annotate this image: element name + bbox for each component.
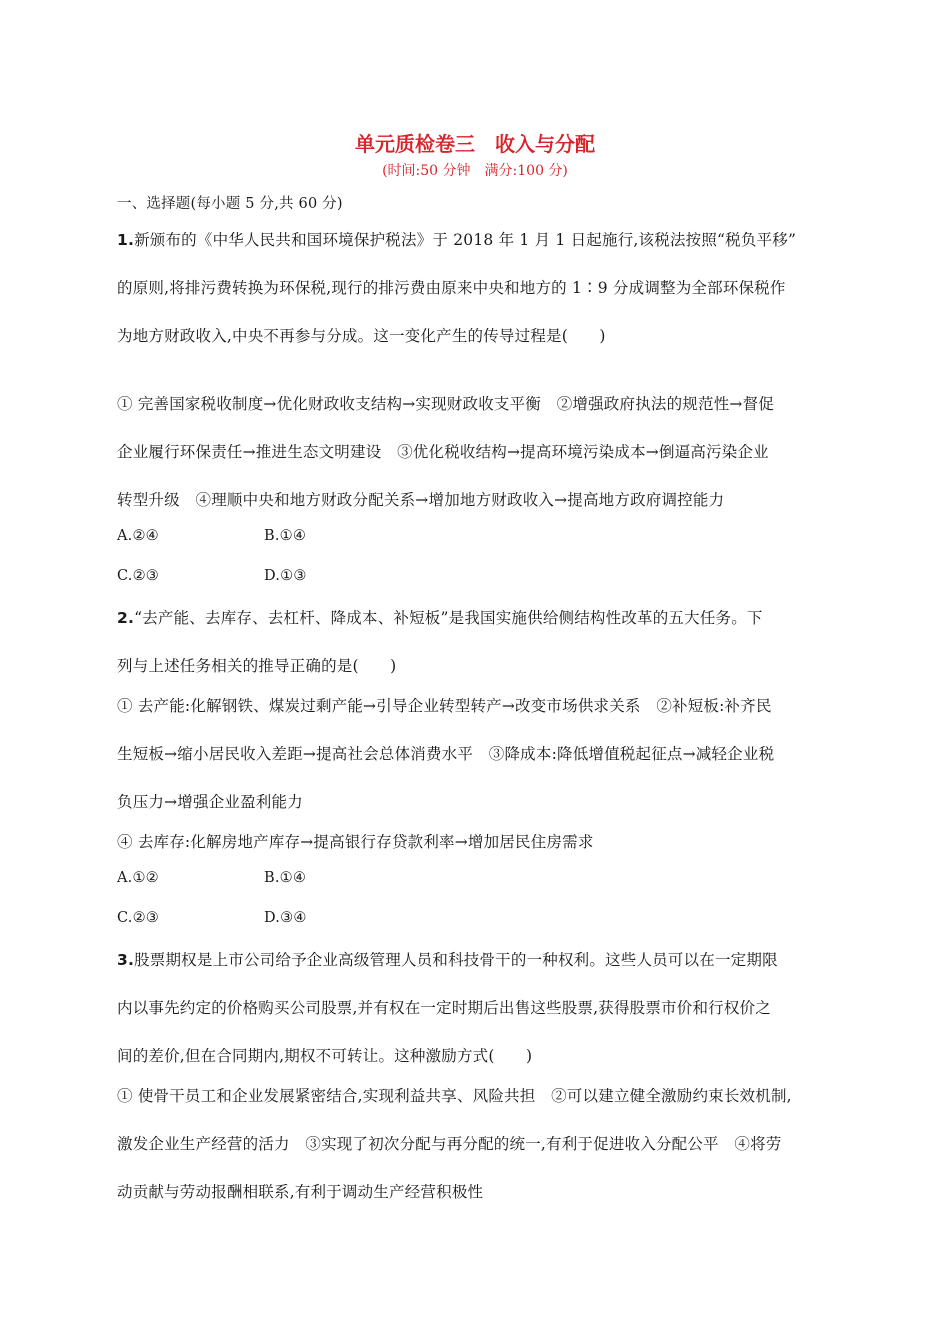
question-2-line-2: 列与上述任务相关的推导正确的是( ): [117, 657, 397, 675]
question-3-statement-line-3: 动贡献与劳动报酬相联系,有利于调动生产经营积极性: [117, 1183, 484, 1201]
question-2-option-a[interactable]: A.①②: [117, 870, 159, 886]
section-heading: 一、选择题(每小题 5 分,共 60 分): [117, 196, 343, 212]
question-2-option-d[interactable]: D.③④: [264, 910, 307, 926]
question-1-option-d[interactable]: D.①③: [264, 568, 307, 584]
question-2-statement-line-4: ④ 去库存:化解房地产库存→提高银行存贷款利率→增加居民住房需求: [117, 833, 594, 851]
question-2-option-b[interactable]: B.①④: [264, 870, 307, 886]
question-3-line-1: 3.股票期权是上市公司给予企业高级管理人员和科技骨干的一种权利。这些人员可以在一定期限: [117, 951, 778, 969]
question-1-option-c[interactable]: C.②③: [117, 568, 159, 584]
question-1-line-2: 的原则,将排污费转换为环保税,现行的排污费由原来中央和地方的 1∶9 分成调整为全部环保税作: [117, 279, 786, 297]
question-2-line-1: 2.“去产能、去库存、去杠杆、降成本、补短板”是我国实施供给侧结构性改革的五大任务。下: [117, 609, 763, 627]
question-1-statement-line-1: ① 完善国家税收制度→优化财政收支结构→实现财政收支平衡 ②增强政府执法的规范性→督促: [117, 395, 774, 413]
exam-info: (时间:50 分钟 满分:100 分): [382, 163, 568, 179]
question-1-option-b[interactable]: B.①④: [264, 528, 307, 544]
question-3-line-3: 间的差价,但在合同期内,期权不可转让。这种激励方式( ): [117, 1047, 533, 1065]
question-1-line-3: 为地方财政收入,中央不再参与分成。这一变化产生的传导过程是( ): [117, 327, 606, 345]
question-3-statement-line-1: ① 使骨干员工和企业发展紧密结合,实现利益共享、风险共担 ②可以建立健全激励约束长效机制,: [117, 1087, 792, 1105]
question-1-statement-line-2: 企业履行环保责任→推进生态文明建设 ③优化税收结构→提高环境污染成本→倒逼高污染企业: [117, 443, 769, 461]
question-3-number: 3.: [117, 951, 135, 969]
question-1-option-a[interactable]: A.②④: [117, 528, 159, 544]
question-1-line-1: 1.新颁布的《中华人民共和国环境保护税法》于 2018 年 1 月 1 日起施行,该税法按照“税负平移”: [117, 231, 797, 249]
question-2-statement-line-3: 负压力→增强企业盈利能力: [117, 793, 303, 811]
question-3-line-2: 内以事先约定的价格购买公司股票,并有权在一定时期后出售这些股票,获得股票市价和行权价之: [117, 999, 771, 1017]
question-2-option-c[interactable]: C.②③: [117, 910, 159, 926]
question-1-number: 1.: [117, 231, 135, 249]
question-1-statement-line-3: 转型升级 ④理顺中央和地方财政分配关系→增加地方财政收入→提高地方政府调控能力: [117, 491, 725, 509]
question-2-statement-line-2: 生短板→缩小居民收入差距→提高社会总体消费水平 ③降成本:降低增值税起征点→减轻企业税: [117, 745, 775, 763]
question-2-number: 2.: [117, 609, 135, 627]
question-3-statement-line-2: 激发企业生产经营的活力 ③实现了初次分配与再分配的统一,有利于促进收入分配公平 ④将劳: [117, 1135, 782, 1153]
question-2-statement-line-1: ① 去产能:化解钢铁、煤炭过剩产能→引导企业转型转产→改变市场供求关系 ②补短板:补齐民: [117, 697, 772, 715]
page-title: 单元质检卷三 收入与分配: [355, 132, 595, 156]
